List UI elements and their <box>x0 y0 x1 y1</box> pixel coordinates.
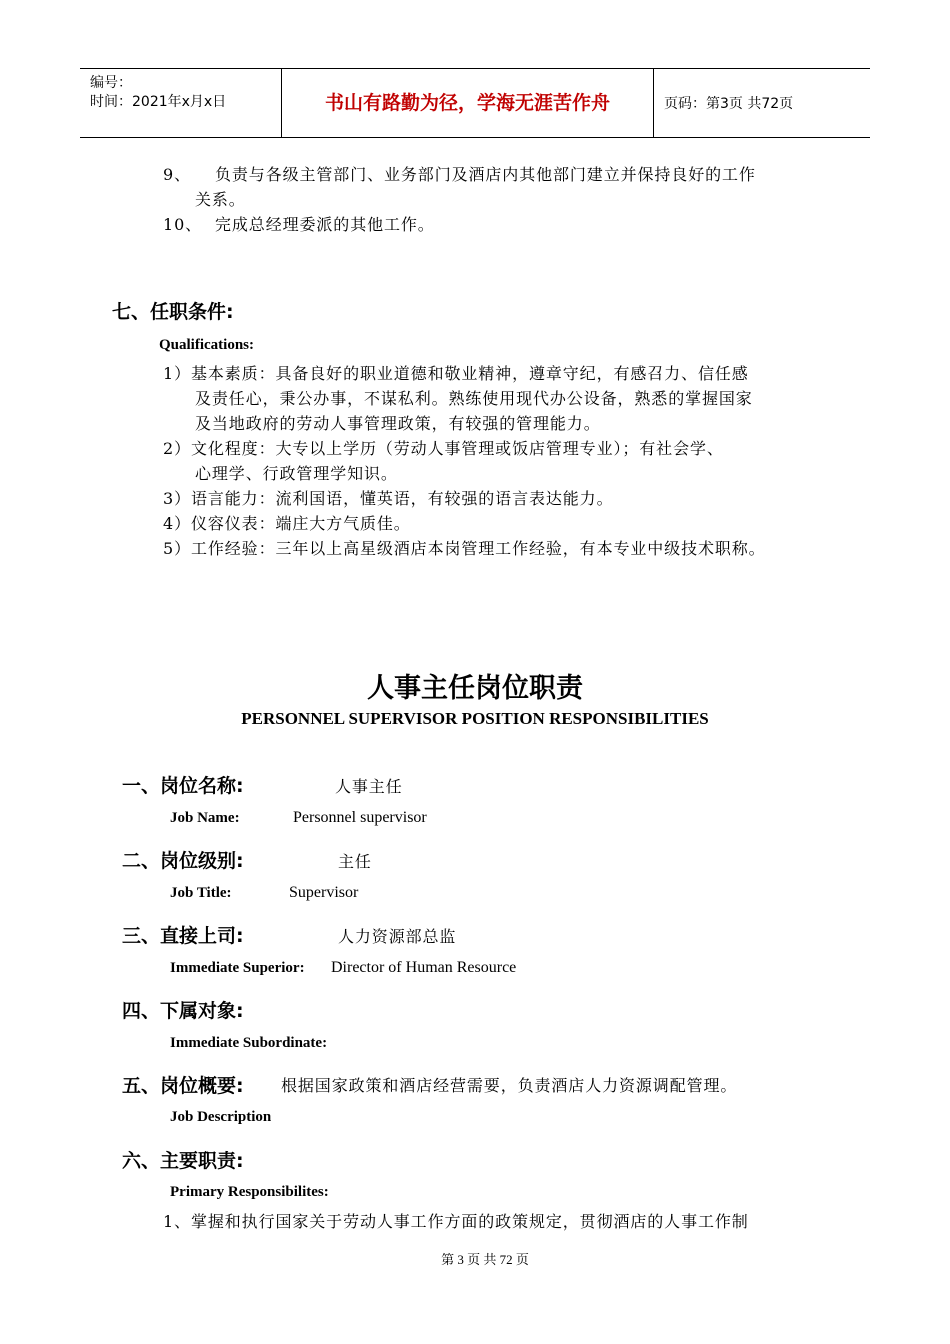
qualification-line: 5）工作经验：三年以上高星级酒店本岗管理工作经验，有本专业中级技术职称。 <box>163 539 766 558</box>
list-item-text: 完成总经理委派的其他工作。 <box>215 215 435 234</box>
field-heading-superior: 三、直接上司: <box>122 925 244 947</box>
section-subheading-en: Qualifications: <box>159 337 255 353</box>
field-label-en: Primary Responsibilites: <box>170 1184 329 1200</box>
qualification-line: 3）语言能力：流利国语，懂英语，有较强的语言表达能力。 <box>163 489 614 508</box>
list-item-number: 10、 <box>163 215 203 234</box>
field-label-en: Immediate Superior: <box>170 960 305 976</box>
qualification-line: 1）基本素质：具备良好的职业道德和敬业精神，遵章守纪，有感召力、信任感 <box>163 364 749 383</box>
field-value-job-description: 根据国家政策和酒店经营需要，负责酒店人力资源调配管理。 <box>281 1076 738 1095</box>
field-value-job-name: 人事主任 <box>335 777 403 796</box>
field-value-en: Personnel supervisor <box>293 809 427 826</box>
page-header <box>80 68 870 138</box>
field-value-superior: 人力资源部总监 <box>338 927 457 946</box>
field-value-job-title: 主任 <box>338 852 372 871</box>
page-footer: 第 3 页 共 72 页 <box>441 1252 529 1267</box>
qualification-line: 4）仪容仪表：端庄大方气质佳。 <box>163 514 411 533</box>
list-item-number: 9、 <box>163 165 191 184</box>
duty-line: 1、掌握和执行国家关于劳动人事工作方面的政策规定，贯彻酒店的人事工作制 <box>163 1212 749 1231</box>
qualification-line: 及当地政府的劳动人事管理政策，有较强的管理能力。 <box>195 414 601 433</box>
header-motto: 书山有路勤为径，学海无涯苦作舟 <box>282 69 654 137</box>
field-label-en: Job Description <box>170 1109 272 1125</box>
qualification-line: 及责任心，秉公办事，不谋私利。熟练使用现代办公设备，熟悉的掌握国家 <box>195 389 753 408</box>
document-number: 编号： <box>90 75 132 91</box>
document-title-cn: 人事主任岗位职责 <box>367 673 583 704</box>
field-label-en: Job Name: <box>170 810 240 826</box>
field-label-en: Immediate Subordinate: <box>170 1035 328 1051</box>
field-heading-job-description: 五、岗位概要: <box>122 1075 244 1097</box>
header-meta-cell <box>80 69 282 137</box>
qualification-line: 2）文化程度：大专以上学历（劳动人事管理或饭店管理专业）；有社会学、 <box>163 439 724 458</box>
field-value-en: Supervisor <box>289 884 359 901</box>
document-date: 时间：2021年x月x日 <box>90 94 227 110</box>
field-heading-job-name: 一、岗位名称: <box>122 775 244 797</box>
field-label-en: Job Title: <box>170 885 232 901</box>
field-heading-subordinate: 四、下属对象: <box>122 1000 244 1022</box>
document-title-en: PERSONNEL SUPERVISOR POSITION RESPONSIBILITIES <box>241 709 709 728</box>
section-heading-qualifications: 七、任职条件: <box>112 301 234 323</box>
field-value-en: Director of Human Resource <box>331 959 517 976</box>
list-item-text-cont: 关系。 <box>195 190 246 209</box>
header-page-info: 页码：第3页 共72页 <box>664 96 794 112</box>
field-heading-primary-responsibilities: 六、主要职责: <box>122 1150 244 1172</box>
field-heading-job-title: 二、岗位级别: <box>122 850 244 872</box>
list-item-text: 负责与各级主管部门、业务部门及酒店内其他部门建立并保持良好的工作 <box>215 165 756 184</box>
qualification-line: 心理学、行政管理学知识。 <box>195 464 398 483</box>
